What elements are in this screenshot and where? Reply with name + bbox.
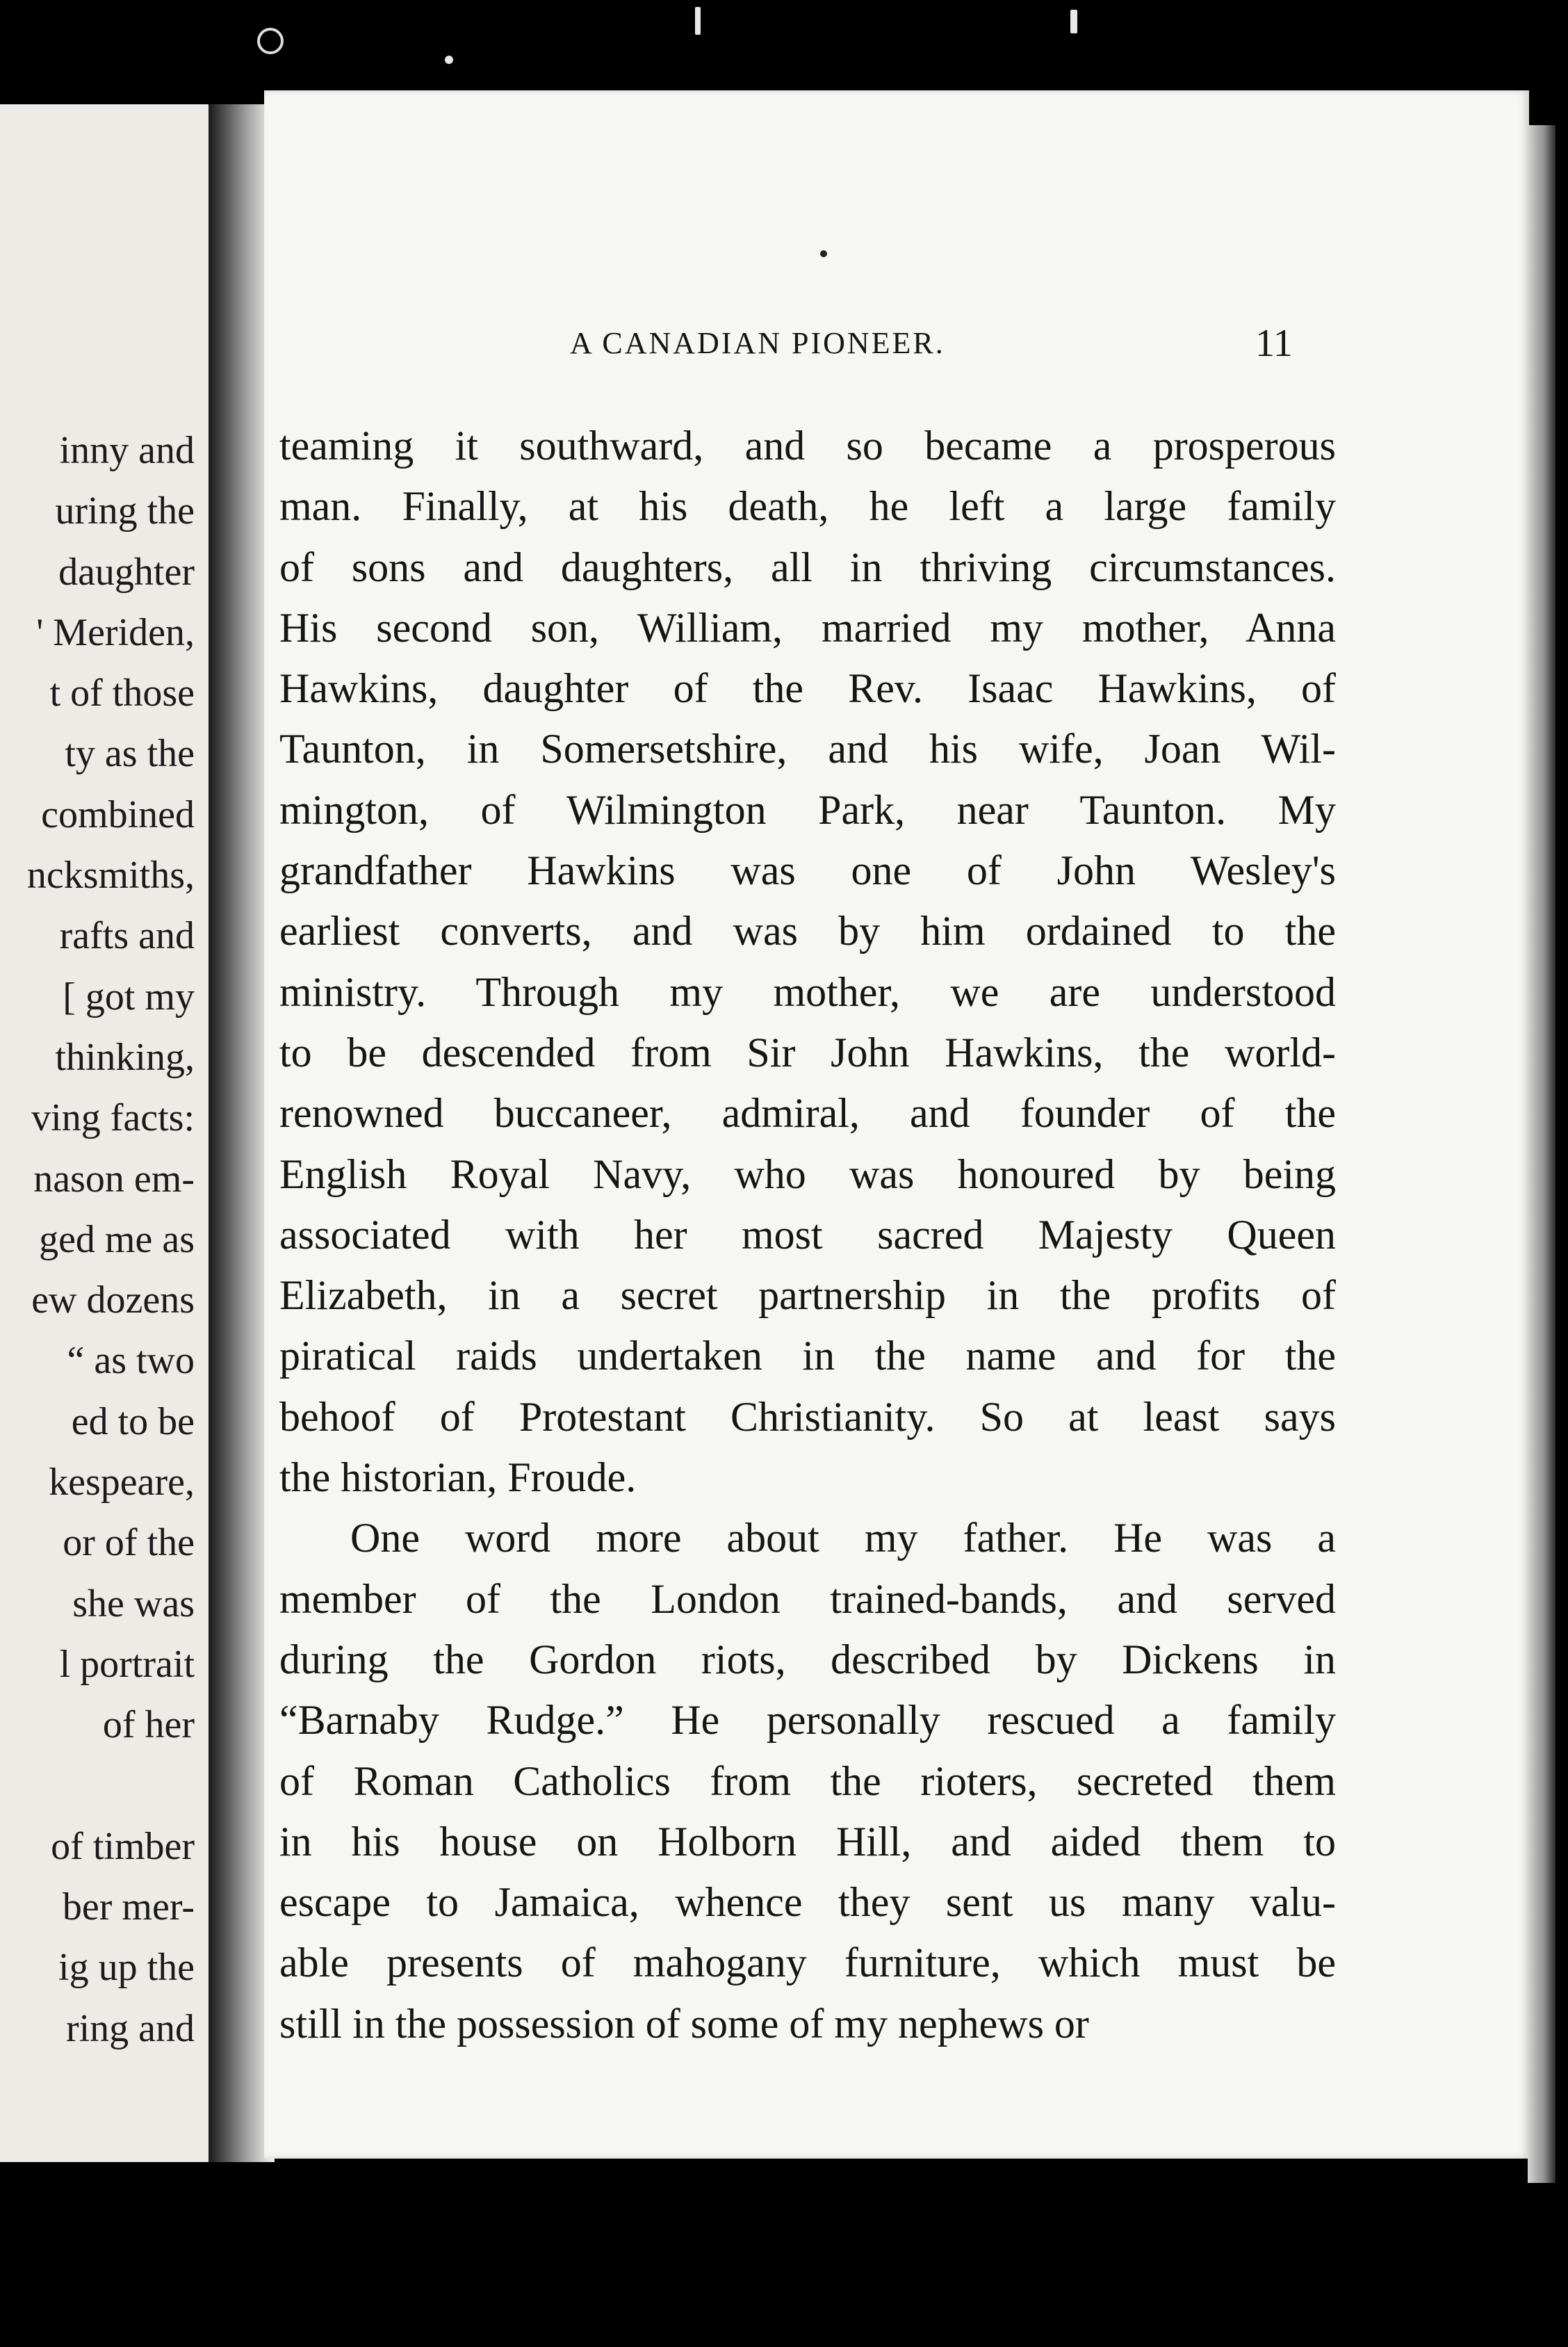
body-line: renowned buccaneer, admiral, and founder of the — [279, 1090, 1336, 1137]
running-head: A CANADIAN PIONEER. — [570, 326, 945, 360]
body-line: Hawkins, daughter of the Rev. Isaac Hawkins, of — [279, 665, 1336, 712]
left-page-line: ged me as — [39, 1217, 195, 1261]
body-line: teaming it southward, and so became a prosperous — [279, 423, 1336, 469]
left-page-line: of her — [102, 1703, 195, 1747]
scan-noise — [257, 28, 284, 54]
left-page-line: uring the — [55, 489, 195, 533]
body-line: behoof of Protestant Christianity. So at least says — [279, 1393, 1336, 1440]
body-line: of Roman Catholics from the rioters, secreted them — [279, 1757, 1336, 1804]
body-text — [279, 416, 1336, 2054]
left-page-line: rafts and — [59, 914, 195, 958]
body-line: the historian, Froude. — [279, 1454, 637, 1501]
scan-noise — [695, 7, 701, 35]
left-page-line: thinking, — [55, 1035, 195, 1079]
body-line: earliest converts, and was by him ordained to the — [279, 908, 1336, 955]
left-page-line: ring and — [65, 2006, 195, 2050]
body-line: His second son, William, married my mother, Anna — [279, 604, 1336, 651]
left-page-line: ncksmiths, — [26, 854, 195, 898]
left-page-line: she was — [72, 1582, 195, 1625]
left-page-line: ig up the — [58, 1946, 195, 1990]
left-page-line: combined — [41, 793, 195, 836]
left-page-line: ty as the — [65, 732, 195, 776]
body-line: associated with her most sacred Majesty Queen — [279, 1211, 1336, 1258]
scan-noise — [1070, 10, 1077, 33]
body-line: able presents of mahogany furniture, which must be — [279, 1940, 1336, 1986]
scan-noise — [820, 250, 827, 257]
body-line: to be descended from Sir John Hawkins, the world- — [279, 1029, 1336, 1075]
left-page-line — [0, 1756, 195, 1817]
left-page-line: ed to be — [71, 1399, 195, 1443]
left-page-line: “ as two — [67, 1339, 195, 1383]
left-page-line: daughter — [58, 550, 195, 594]
body-line: member of the London trained-bands, and served — [279, 1575, 1336, 1622]
body-line: of sons and daughters, all in thriving circumstances. — [279, 544, 1336, 590]
body-line: English Royal Navy, who was honoured by being — [279, 1151, 1336, 1197]
body-line: grandfather Hawkins was one of John Wesley's — [279, 847, 1336, 894]
left-page-line: ber mer- — [62, 1885, 195, 1929]
body-line: Elizabeth, in a secret partnership in the profits of — [279, 1272, 1336, 1319]
left-page-text — [0, 421, 195, 2059]
left-page-line: t of those — [49, 672, 195, 715]
left-page-line: nason em- — [33, 1157, 195, 1201]
left-page-line: ew dozens — [31, 1278, 195, 1322]
left-page-line: or of the — [63, 1521, 195, 1565]
body-line: during the Gordon riots, described by Dickens in — [279, 1636, 1336, 1682]
body-line: ministry. Through my mother, we are understood — [279, 968, 1336, 1015]
left-page-line: ' Meriden, — [36, 610, 195, 654]
left-page-line: kespeare, — [49, 1461, 195, 1504]
page-number: 11 — [1255, 322, 1293, 365]
page-edge-shadow — [1528, 125, 1555, 2183]
body-line: piratical raids undertaken in the name and for the — [279, 1333, 1336, 1379]
scan-noise — [445, 56, 453, 64]
body-line: Taunton, in Somersetshire, and his wife, Joan Wil- — [279, 726, 1336, 772]
body-line: escape to Jamaica, whence they sent us many valu- — [279, 1879, 1336, 1926]
left-page-line: inny and — [59, 429, 195, 472]
left-page-line: [ got my — [63, 975, 195, 1018]
body-line: in his house on Holborn Hill, and aided them to — [279, 1818, 1336, 1865]
left-page-line: of timber — [51, 1824, 195, 1868]
body-line: man. Finally, at his death, he left a large family — [279, 483, 1336, 530]
left-page-line: l portrait — [59, 1642, 195, 1686]
body-line: still in the possession of some of my nephews or — [279, 2000, 1089, 2047]
body-line: mington, of Wilmington Park, near Taunton. My — [279, 786, 1336, 833]
left-page-line: ving facts: — [31, 1096, 195, 1140]
body-line: “Barnaby Rudge.” He personally rescued a family — [279, 1697, 1336, 1744]
left-facing-page — [0, 104, 209, 2162]
body-line: One word more about my father. He was a — [350, 1515, 1336, 1561]
